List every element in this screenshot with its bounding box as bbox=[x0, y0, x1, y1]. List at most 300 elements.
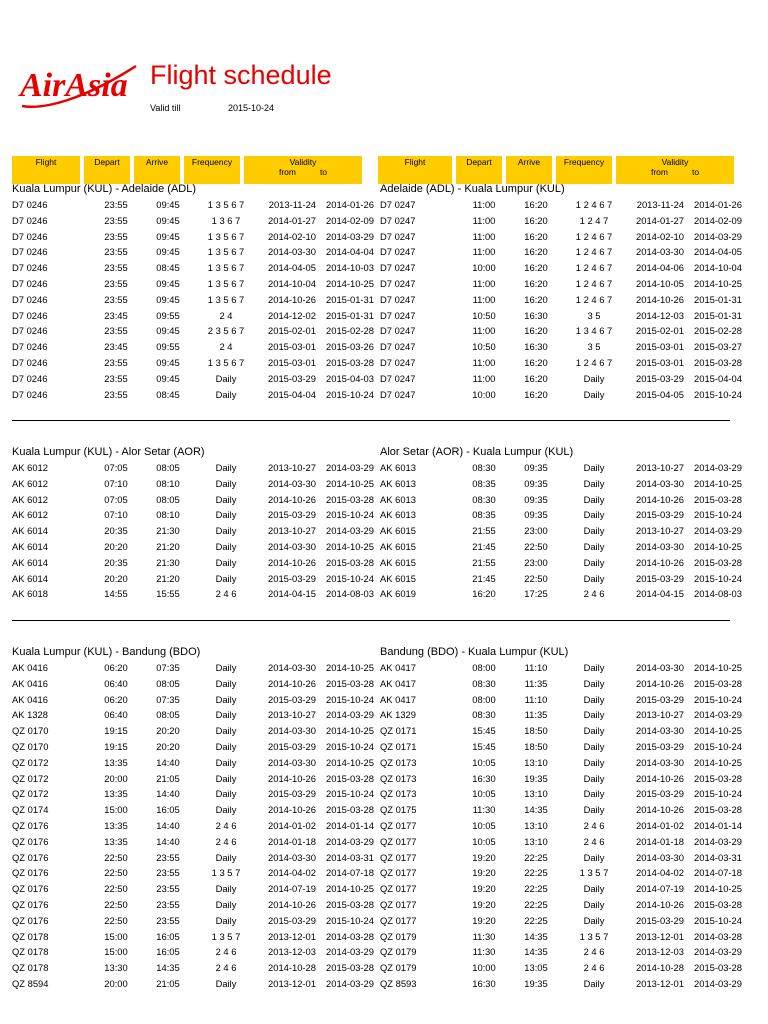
depart-time: 11:00 bbox=[472, 214, 496, 226]
depart-time: 15:00 bbox=[104, 804, 128, 816]
flight-number: QZ 0177 bbox=[380, 883, 417, 895]
depart-time: 11:00 bbox=[472, 325, 496, 337]
arrive-time: 08:10 bbox=[156, 509, 180, 521]
arrive-time: 16:05 bbox=[156, 946, 180, 958]
frequency: 1 3 5 6 7 bbox=[207, 293, 245, 305]
table-row bbox=[380, 976, 742, 992]
arrive-time: 16:20 bbox=[524, 199, 548, 210]
valid-to: 2014-07-18 bbox=[326, 867, 374, 879]
depart-time: 15:00 bbox=[104, 946, 128, 958]
depart-time: 08:30 bbox=[472, 462, 496, 473]
valid-to: 2014-10-25 bbox=[326, 477, 374, 489]
flight-number: QZ 0173 bbox=[380, 772, 417, 784]
arrive-time: 18:50 bbox=[524, 740, 548, 752]
arrive-time: 23:00 bbox=[524, 556, 548, 568]
arrive-time: 22:25 bbox=[524, 851, 548, 863]
depart-time: 08:35 bbox=[472, 477, 496, 489]
arrive-time: 21:30 bbox=[156, 525, 180, 537]
frequency: Daily bbox=[583, 851, 605, 863]
arrive-time: 18:50 bbox=[524, 725, 548, 737]
arrive-time: 08:45 bbox=[156, 262, 180, 274]
table-row bbox=[380, 355, 742, 371]
valid-to: 2014-10-25 bbox=[326, 725, 374, 737]
depart-time: 07:05 bbox=[104, 493, 128, 505]
flight-number: D7 0247 bbox=[380, 372, 416, 384]
arrive-time: 09:45 bbox=[156, 325, 180, 337]
depart-time: 22:50 bbox=[104, 851, 128, 863]
frequency: Daily bbox=[215, 388, 237, 400]
depart-time: 06:40 bbox=[104, 677, 128, 689]
valid-to: 2014-03-29 bbox=[694, 946, 742, 958]
table-row bbox=[12, 555, 374, 571]
valid-to: 2015-03-28 bbox=[694, 556, 742, 568]
frequency: Daily bbox=[215, 372, 237, 384]
valid-to: 2014-02-09 bbox=[326, 214, 374, 226]
table-row bbox=[12, 692, 374, 708]
depart-time: 11:00 bbox=[472, 356, 496, 368]
valid-to: 2014-01-14 bbox=[694, 819, 742, 831]
route-title: Adelaide (ADL) - Kuala Lumpur (KUL) bbox=[380, 183, 565, 195]
depart-time: 23:55 bbox=[104, 230, 128, 242]
frequency: 2 4 6 bbox=[215, 588, 237, 600]
route-title: Kuala Lumpur (KUL) - Bandung (BDO) bbox=[12, 646, 201, 658]
depart-time: 20:20 bbox=[104, 572, 128, 584]
header-frequency: Frequency bbox=[556, 156, 612, 184]
frequency: Daily bbox=[215, 462, 237, 473]
valid-to: 2015-10-24 bbox=[326, 388, 374, 400]
flight-number: D7 0246 bbox=[12, 277, 48, 289]
depart-time: 19:20 bbox=[472, 851, 496, 863]
valid-from: 2015-03-29 bbox=[268, 693, 316, 705]
table-row bbox=[12, 960, 374, 976]
table-row bbox=[380, 387, 742, 403]
depart-time: 14:55 bbox=[104, 588, 128, 600]
valid-from: 2013-10-27 bbox=[636, 525, 684, 537]
flight-number: D7 0247 bbox=[380, 214, 416, 226]
route-section bbox=[12, 644, 374, 992]
depart-time: 13:30 bbox=[104, 962, 128, 974]
valid-from: 2013-11-24 bbox=[636, 199, 684, 210]
valid-to: 2015-03-28 bbox=[694, 898, 742, 910]
arrive-time: 16:20 bbox=[524, 214, 548, 226]
valid-from: 2014-01-02 bbox=[636, 819, 684, 831]
frequency: 1 3 5 7 bbox=[211, 867, 241, 879]
depart-time: 23:55 bbox=[104, 214, 128, 226]
depart-time: 08:30 bbox=[472, 709, 496, 721]
arrive-time: 14:35 bbox=[156, 962, 180, 974]
flight-number: AK 6015 bbox=[380, 525, 416, 537]
airasia-logo bbox=[16, 58, 142, 112]
flight-number: QZ 0173 bbox=[380, 788, 417, 800]
table-row bbox=[380, 276, 742, 292]
frequency: Daily bbox=[583, 677, 605, 689]
table-row bbox=[380, 213, 742, 229]
arrive-time: 09:35 bbox=[524, 477, 548, 489]
flight-number: AK 6015 bbox=[380, 556, 416, 568]
arrive-time: 09:45 bbox=[156, 246, 180, 258]
frequency: Daily bbox=[215, 525, 237, 537]
flight-number: QZ 0172 bbox=[12, 756, 49, 768]
arrive-time: 22:25 bbox=[524, 898, 548, 910]
valid-to: 2015-10-24 bbox=[326, 914, 374, 926]
depart-time: 21:55 bbox=[472, 525, 496, 537]
depart-time: 19:15 bbox=[104, 740, 128, 752]
frequency: Daily bbox=[215, 725, 237, 737]
arrive-time: 20:20 bbox=[156, 740, 180, 752]
flight-number: AK 6015 bbox=[380, 572, 416, 584]
valid-to: 2014-02-09 bbox=[694, 214, 742, 226]
frequency: Daily bbox=[583, 662, 605, 673]
valid-from: 2013-11-24 bbox=[268, 199, 316, 210]
route-section bbox=[380, 644, 742, 992]
frequency: Daily bbox=[583, 740, 605, 752]
flight-number: QZ 0175 bbox=[380, 804, 417, 816]
flight-number: AK 1329 bbox=[380, 709, 416, 721]
header-to: to bbox=[691, 167, 700, 177]
frequency: 1 3 5 7 bbox=[579, 867, 609, 879]
route-title: Alor Setar (AOR) - Kuala Lumpur (KUL) bbox=[380, 446, 574, 458]
depart-time: 23:55 bbox=[104, 277, 128, 289]
valid-to: 2014-03-29 bbox=[694, 977, 742, 989]
valid-to: 2015-10-24 bbox=[694, 788, 742, 800]
table-row bbox=[380, 865, 742, 881]
table-row bbox=[12, 355, 374, 371]
valid-from: 2013-10-27 bbox=[268, 525, 316, 537]
valid-to: 2015-03-28 bbox=[694, 962, 742, 974]
table-row bbox=[380, 850, 742, 866]
frequency: Daily bbox=[583, 372, 605, 384]
table-row bbox=[380, 197, 742, 213]
valid-from: 2014-12-03 bbox=[636, 309, 684, 321]
table-row bbox=[12, 308, 374, 324]
flight-number: D7 0247 bbox=[380, 277, 416, 289]
table-row bbox=[12, 707, 374, 723]
flight-number: QZ 0172 bbox=[12, 772, 49, 784]
depart-time: 10:00 bbox=[472, 388, 496, 400]
valid-from: 2014-10-26 bbox=[636, 898, 684, 910]
header-validity bbox=[244, 156, 362, 184]
frequency: Daily bbox=[215, 788, 237, 800]
route-section bbox=[12, 181, 374, 402]
arrive-time: 21:05 bbox=[156, 977, 180, 989]
table-row bbox=[12, 229, 374, 245]
flight-number: D7 0246 bbox=[12, 293, 48, 305]
flight-number: D7 0247 bbox=[380, 388, 416, 400]
depart-time: 10:00 bbox=[472, 262, 496, 274]
frequency: 2 4 bbox=[219, 341, 233, 353]
valid-from: 2014-12-02 bbox=[268, 309, 316, 321]
arrive-time: 22:50 bbox=[524, 540, 548, 552]
arrive-time: 23:55 bbox=[156, 867, 180, 879]
frequency: Daily bbox=[215, 477, 237, 489]
table-row bbox=[12, 586, 374, 602]
valid-from: 2015-03-01 bbox=[636, 341, 684, 353]
depart-time: 10:00 bbox=[472, 962, 496, 974]
flight-number: QZ 0177 bbox=[380, 819, 417, 831]
depart-time: 19:20 bbox=[472, 867, 496, 879]
frequency: Daily bbox=[215, 693, 237, 705]
arrive-time: 16:20 bbox=[524, 230, 548, 242]
table-row bbox=[380, 944, 742, 960]
valid-from: 2014-01-27 bbox=[268, 214, 316, 226]
valid-to: 2014-10-25 bbox=[326, 662, 374, 673]
flight-number: QZ 0171 bbox=[380, 725, 417, 737]
flight-number: AK 6013 bbox=[380, 493, 416, 505]
arrive-time: 11:35 bbox=[524, 677, 548, 689]
depart-time: 08:00 bbox=[472, 662, 496, 673]
frequency: Daily bbox=[215, 677, 237, 689]
valid-to: 2014-03-29 bbox=[326, 835, 374, 847]
valid-from: 2014-03-30 bbox=[636, 851, 684, 863]
arrive-time: 19:35 bbox=[524, 772, 548, 784]
valid-to: 2015-10-24 bbox=[326, 572, 374, 584]
table-row bbox=[380, 692, 742, 708]
arrive-time: 11:10 bbox=[524, 662, 548, 673]
frequency: Daily bbox=[215, 804, 237, 816]
depart-time: 11:00 bbox=[472, 293, 496, 305]
depart-time: 10:50 bbox=[472, 309, 496, 321]
flight-number: QZ 0176 bbox=[12, 835, 49, 847]
frequency: Daily bbox=[215, 914, 237, 926]
valid-to: 2015-02-28 bbox=[694, 325, 742, 337]
valid-to: 2015-10-24 bbox=[326, 788, 374, 800]
frequency: Daily bbox=[215, 740, 237, 752]
flight-number: QZ 0179 bbox=[380, 962, 417, 974]
valid-to: 2014-10-25 bbox=[694, 756, 742, 768]
table-row bbox=[380, 897, 742, 913]
flight-number: AK 6013 bbox=[380, 477, 416, 489]
table-row bbox=[380, 476, 742, 492]
valid-from: 2014-10-26 bbox=[268, 493, 316, 505]
valid-from: 2014-10-28 bbox=[268, 962, 316, 974]
arrive-time: 16:20 bbox=[524, 262, 548, 274]
table-row bbox=[380, 929, 742, 945]
flight-number: AK 0416 bbox=[12, 662, 48, 673]
flight-number: QZ 0177 bbox=[380, 835, 417, 847]
valid-from: 2014-04-02 bbox=[636, 867, 684, 879]
valid-from: 2014-10-05 bbox=[636, 277, 684, 289]
flight-number: D7 0247 bbox=[380, 309, 416, 321]
column-header-left bbox=[12, 156, 366, 184]
table-row bbox=[12, 786, 374, 802]
frequency: 1 3 5 7 bbox=[211, 930, 241, 942]
valid-from: 2014-10-26 bbox=[636, 772, 684, 784]
valid-from: 2014-10-26 bbox=[636, 804, 684, 816]
valid-to: 2014-10-03 bbox=[326, 262, 374, 274]
table-row bbox=[380, 818, 742, 834]
valid-to: 2014-10-25 bbox=[326, 883, 374, 895]
arrive-time: 16:20 bbox=[524, 372, 548, 384]
depart-time: 21:55 bbox=[472, 556, 496, 568]
valid-from: 2014-03-30 bbox=[268, 851, 316, 863]
depart-time: 11:00 bbox=[472, 372, 496, 384]
arrive-time: 16:05 bbox=[156, 930, 180, 942]
depart-time: 23:55 bbox=[104, 199, 128, 210]
valid-to: 2015-03-28 bbox=[326, 772, 374, 784]
depart-time: 11:00 bbox=[472, 246, 496, 258]
arrive-time: 08:05 bbox=[156, 493, 180, 505]
valid-from: 2014-02-10 bbox=[268, 230, 316, 242]
frequency: Daily bbox=[583, 725, 605, 737]
header-frequency: Frequency bbox=[184, 156, 240, 184]
flight-number: QZ 0176 bbox=[12, 914, 49, 926]
arrive-time: 16:05 bbox=[156, 804, 180, 816]
depart-time: 13:35 bbox=[104, 788, 128, 800]
valid-from: 2014-02-10 bbox=[636, 230, 684, 242]
valid-to: 2014-03-29 bbox=[694, 230, 742, 242]
table-row bbox=[12, 881, 374, 897]
frequency: Daily bbox=[215, 977, 237, 989]
depart-time: 07:05 bbox=[104, 462, 128, 473]
valid-from: 2014-10-04 bbox=[268, 277, 316, 289]
flight-number: AK 0417 bbox=[380, 662, 416, 673]
flight-number: AK 6012 bbox=[12, 477, 48, 489]
frequency: Daily bbox=[583, 693, 605, 705]
frequency: Daily bbox=[583, 898, 605, 910]
frequency: Daily bbox=[215, 851, 237, 863]
frequency: Daily bbox=[215, 662, 237, 673]
valid-to: 2014-10-04 bbox=[694, 262, 742, 274]
arrive-time: 17:25 bbox=[524, 588, 548, 600]
table-row bbox=[380, 539, 742, 555]
frequency: 2 4 bbox=[219, 309, 233, 321]
arrive-time: 09:55 bbox=[156, 309, 180, 321]
route-section bbox=[12, 444, 374, 602]
table-row bbox=[12, 755, 374, 771]
valid-from: 2014-01-18 bbox=[636, 835, 684, 847]
valid-from: 2014-07-19 bbox=[636, 883, 684, 895]
depart-time: 11:00 bbox=[472, 230, 496, 242]
depart-time: 23:55 bbox=[104, 388, 128, 400]
depart-time: 08:30 bbox=[472, 677, 496, 689]
valid-to: 2015-01-31 bbox=[326, 293, 374, 305]
table-row bbox=[380, 755, 742, 771]
frequency: 1 2 4 6 7 bbox=[575, 262, 613, 274]
frequency: 1 2 4 6 7 bbox=[575, 277, 613, 289]
table-row bbox=[12, 676, 374, 692]
arrive-time: 16:30 bbox=[524, 341, 548, 353]
depart-time: 16:30 bbox=[472, 977, 496, 989]
arrive-time: 22:50 bbox=[524, 572, 548, 584]
table-row bbox=[12, 507, 374, 523]
valid-from: 2014-10-26 bbox=[636, 556, 684, 568]
table-row bbox=[12, 913, 374, 929]
valid-to: 2014-04-05 bbox=[694, 246, 742, 258]
arrive-time: 13:10 bbox=[524, 835, 548, 847]
arrive-time: 16:20 bbox=[524, 293, 548, 305]
valid-to: 2014-01-26 bbox=[694, 199, 742, 210]
arrive-time: 09:45 bbox=[156, 230, 180, 242]
valid-from: 2015-03-01 bbox=[268, 356, 316, 368]
valid-from: 2013-12-01 bbox=[268, 977, 316, 989]
arrive-time: 13:05 bbox=[524, 962, 548, 974]
frequency: Daily bbox=[583, 493, 605, 505]
flight-number: QZ 0179 bbox=[380, 946, 417, 958]
valid-to: 2015-04-04 bbox=[694, 372, 742, 384]
valid-to: 2014-10-25 bbox=[694, 540, 742, 552]
valid-from: 2014-03-30 bbox=[636, 540, 684, 552]
depart-time: 19:20 bbox=[472, 898, 496, 910]
valid-to: 2014-03-29 bbox=[326, 230, 374, 242]
flight-number: D7 0246 bbox=[12, 214, 48, 226]
valid-from: 2015-04-04 bbox=[268, 388, 316, 400]
depart-time: 13:35 bbox=[104, 756, 128, 768]
frequency: Daily bbox=[583, 756, 605, 768]
valid-from: 2014-03-30 bbox=[268, 246, 316, 258]
frequency: 2 4 6 bbox=[215, 962, 237, 974]
arrive-time: 09:45 bbox=[156, 214, 180, 226]
valid-from: 2014-01-02 bbox=[268, 819, 316, 831]
flight-number: AK 6014 bbox=[12, 525, 48, 537]
valid-to: 2014-03-29 bbox=[694, 835, 742, 847]
frequency: Daily bbox=[583, 914, 605, 926]
flight-number: QZ 0178 bbox=[12, 962, 49, 974]
valid-from: 2014-10-26 bbox=[268, 898, 316, 910]
valid-from: 2013-12-03 bbox=[636, 946, 684, 958]
flight-number: QZ 0174 bbox=[12, 804, 49, 816]
table-row bbox=[12, 818, 374, 834]
arrive-time: 09:55 bbox=[156, 341, 180, 353]
valid-to: 2015-03-28 bbox=[694, 677, 742, 689]
frequency: 1 3 5 6 7 bbox=[207, 199, 245, 210]
arrive-time: 09:45 bbox=[156, 372, 180, 384]
depart-time: 22:50 bbox=[104, 883, 128, 895]
depart-time: 08:00 bbox=[472, 693, 496, 705]
valid-to: 2014-10-25 bbox=[694, 883, 742, 895]
valid-from: 2013-10-27 bbox=[636, 709, 684, 721]
frequency: 1 2 4 6 7 bbox=[575, 199, 613, 210]
frequency: 1 2 4 6 7 bbox=[575, 356, 613, 368]
valid-to: 2014-01-26 bbox=[326, 199, 374, 210]
frequency: Daily bbox=[583, 883, 605, 895]
valid-from: 2015-03-29 bbox=[636, 740, 684, 752]
frequency: Daily bbox=[583, 525, 605, 537]
table-row bbox=[12, 571, 374, 587]
table-row bbox=[12, 929, 374, 945]
valid-till-label: Valid till bbox=[150, 103, 181, 113]
valid-to: 2015-01-31 bbox=[326, 309, 374, 321]
table-row bbox=[12, 276, 374, 292]
table-row bbox=[12, 944, 374, 960]
header-from: from bbox=[650, 167, 668, 177]
valid-from: 2014-03-30 bbox=[268, 540, 316, 552]
table-row bbox=[380, 229, 742, 245]
valid-from: 2015-03-29 bbox=[636, 788, 684, 800]
route-section bbox=[380, 444, 742, 602]
valid-from: 2015-03-29 bbox=[268, 509, 316, 521]
depart-time: 15:45 bbox=[472, 725, 496, 737]
table-row bbox=[380, 707, 742, 723]
frequency: Daily bbox=[215, 898, 237, 910]
valid-to: 2015-02-28 bbox=[326, 325, 374, 337]
arrive-time: 09:45 bbox=[156, 356, 180, 368]
valid-from: 2014-03-30 bbox=[636, 246, 684, 258]
arrive-time: 22:25 bbox=[524, 883, 548, 895]
frequency: Daily bbox=[583, 977, 605, 989]
flight-number: D7 0247 bbox=[380, 356, 416, 368]
frequency: Daily bbox=[583, 477, 605, 489]
table-row bbox=[380, 676, 742, 692]
valid-to: 2014-10-25 bbox=[326, 277, 374, 289]
flight-number: AK 6012 bbox=[12, 493, 48, 505]
flight-number: QZ 0171 bbox=[380, 740, 417, 752]
depart-time: 11:00 bbox=[472, 277, 496, 289]
frequency: 3 5 bbox=[587, 309, 601, 321]
route-section bbox=[380, 181, 742, 402]
valid-to: 2014-07-18 bbox=[694, 867, 742, 879]
table-row bbox=[380, 339, 742, 355]
arrive-time: 08:10 bbox=[156, 477, 180, 489]
